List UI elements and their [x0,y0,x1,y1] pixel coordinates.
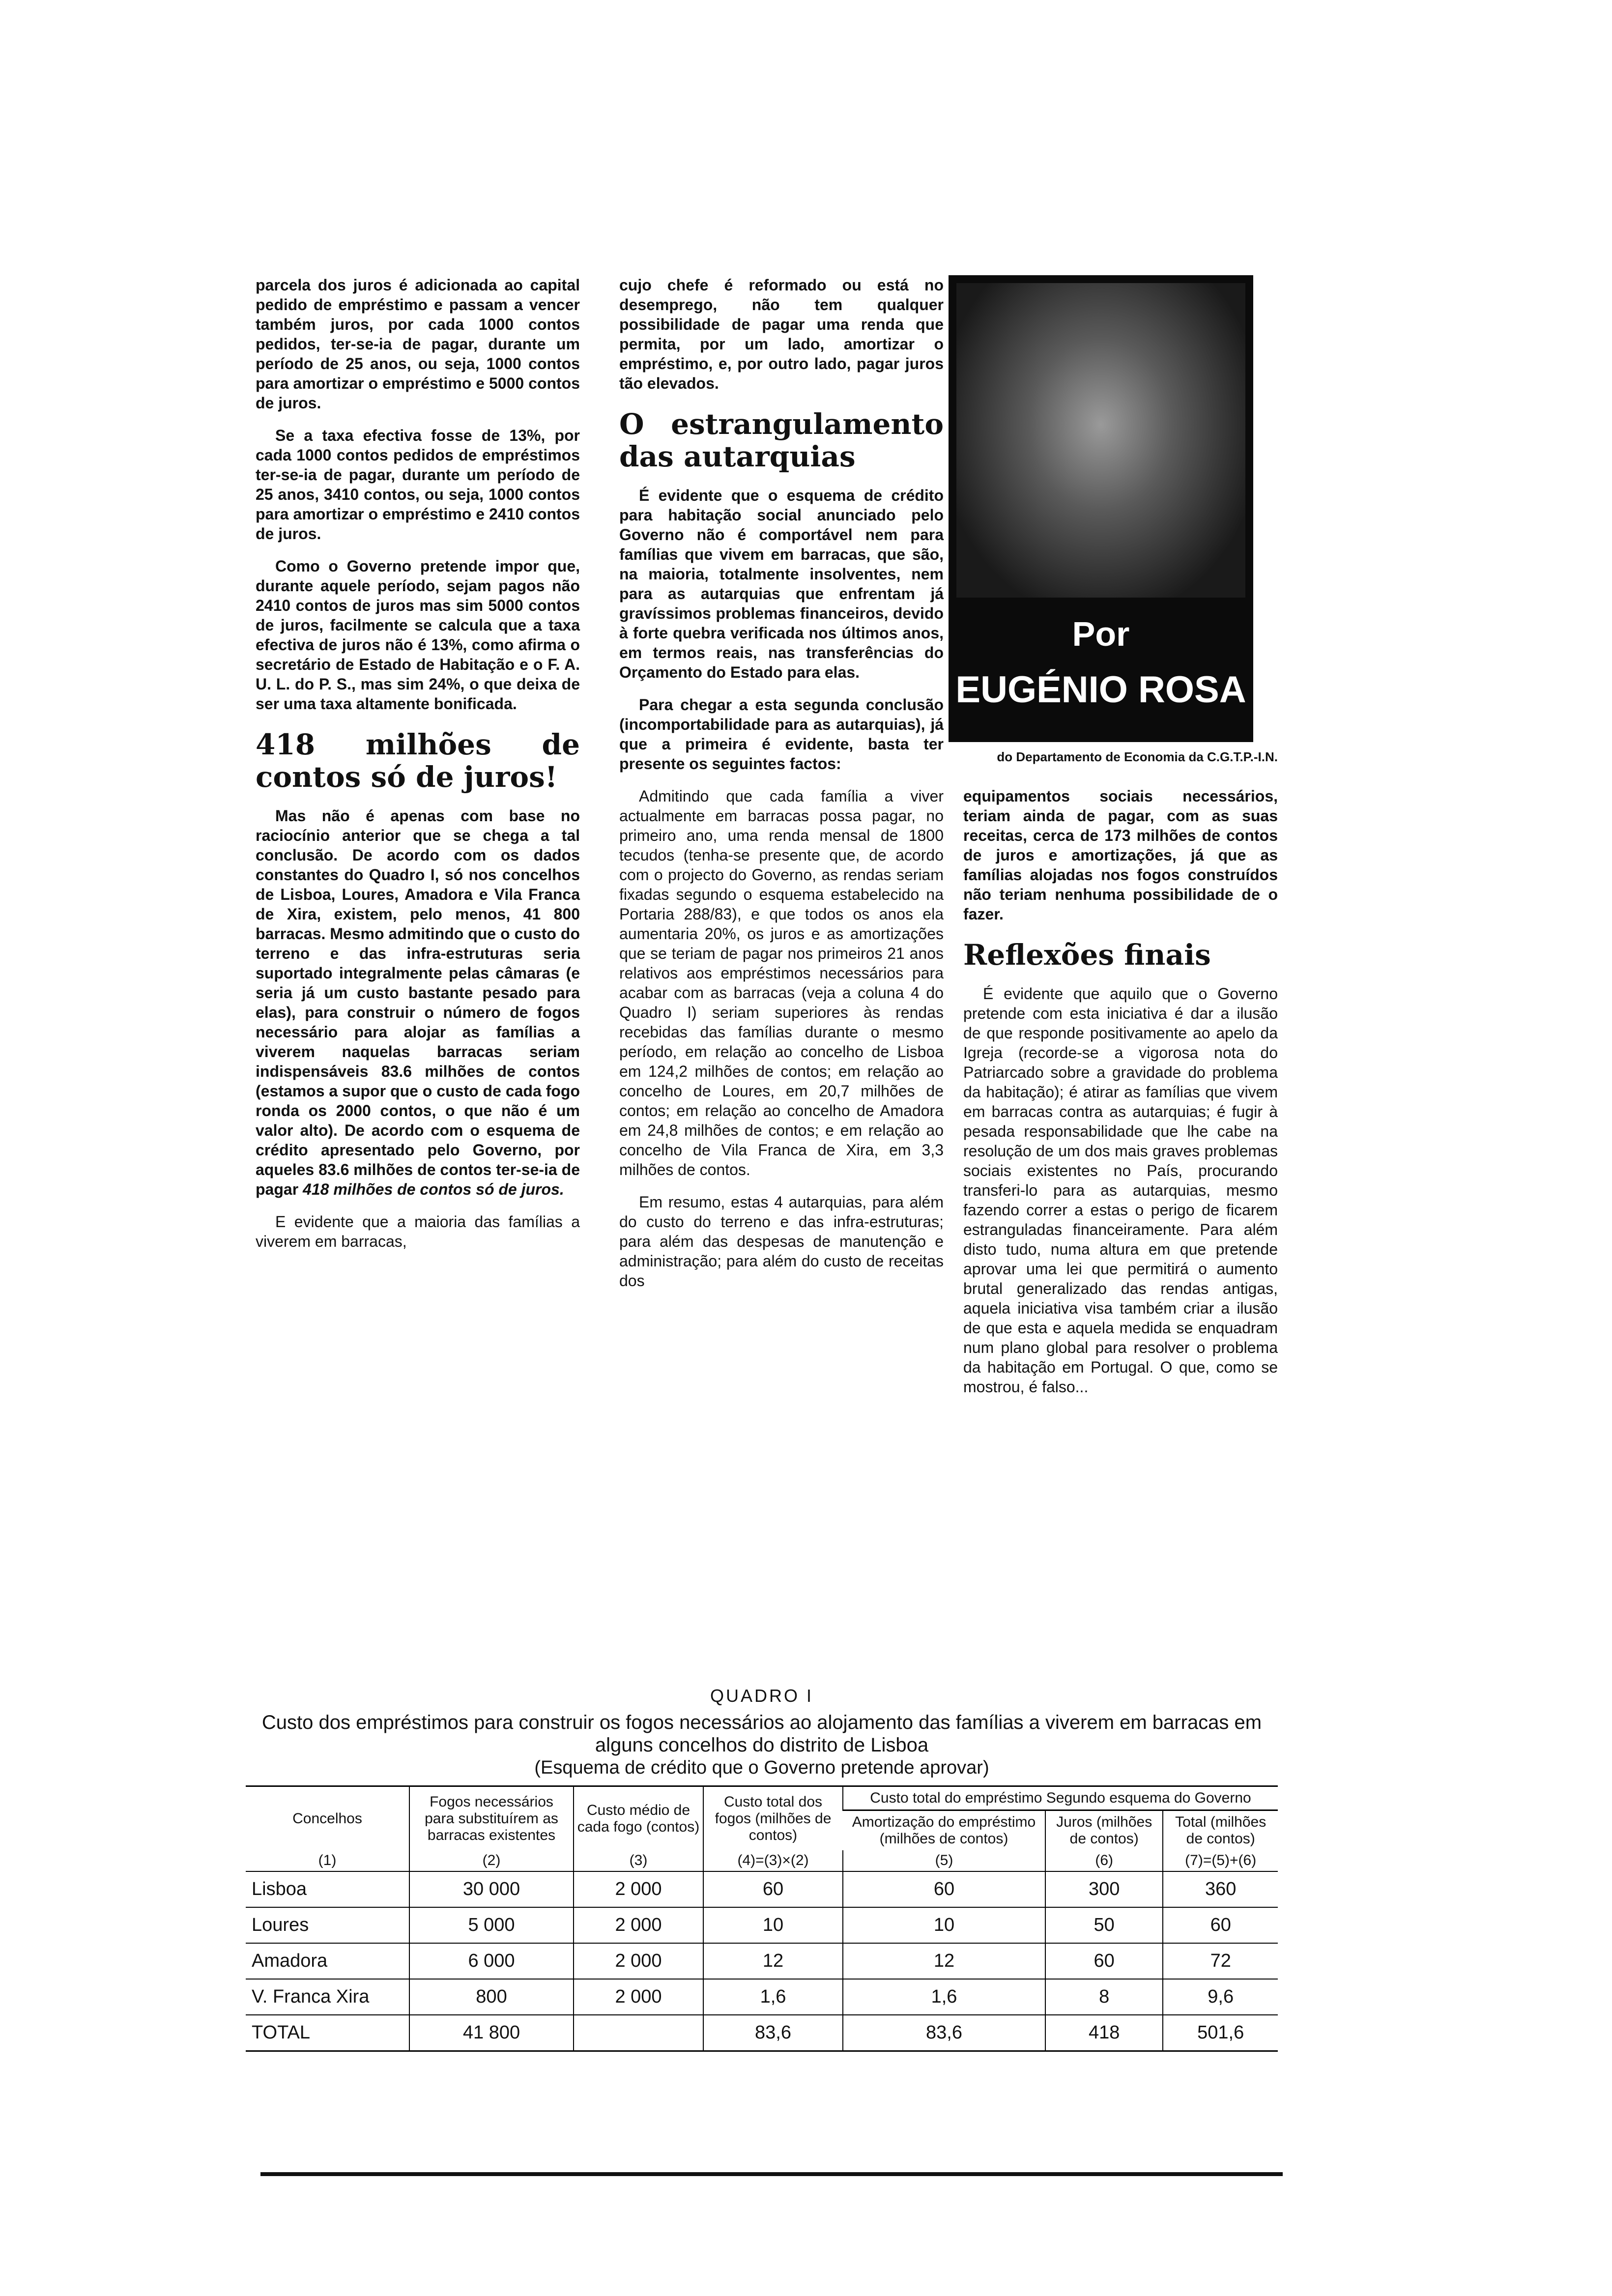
column-number: (2) [409,1850,574,1871]
table-cell: 10 [843,1907,1045,1943]
table-row-total [246,2015,1278,2051]
paragraph: É evidente que aquilo que o Governo pretende com esta iniciativa é dar a ilusão de que responde positivamente ao apelo da Igreja (recorde-se a vigorosa nota do Patriarcado sobre a gravidade do problema da habitação); é atirar as famílias que vivem em barracas contra as autarquias; é fugir à pesada responsabilidade que lhe cabe na resolução de um dos mais graves problemas sociais existentes no País, procurando transferi-lo para as autarquias, mesmo fazendo correr a estas o perigo de ficarem estranguladas financeiramente. Para além disto tudo, numa altura em que pretende aprovar uma lei que permitirá o aumento brutal generalizado das rendas antigas, aquela iniciativa visa também criar a ilusão de que esta e aquela medida se enquadram num plano global para resolver o problema da habitação em Portugal. O que, como se mostrou, é falso... [963,985,1278,1396]
paragraph: Se a taxa efectiva fosse de 13%, por cada 1000 contos pedidos de empréstimos ter-se-ia de pagar, durante um período de 25 anos, 3410 contos, ou seja, 1000 contos para amortizar o empréstimo e 2410 contos de juros. [256,427,580,543]
table-cell: 60 [1163,1907,1278,1943]
section-heading: O estrangulamento das autarquias [619,407,944,473]
table-cell: 300 [1045,1871,1163,1907]
table-cell: 30 000 [409,1871,574,1907]
article-column-1 [256,275,580,1264]
table-cell [574,2015,703,2051]
paragraph: Admitindo que cada família a viver actualmente em barracas possa pagar, no primeiro ano, uma renda mensal de 1800 tecudos (tenha-se presente que, de acordo com o projecto do Governo, as rendas seriam fixadas segundo o esquema estabelecido na Portaria 288/83), e que todos os anos ela aumentaria 20%, os juros e as amortizações que se teriam de pagar nos primeiros 21 anos relativos aos empréstimos necessários para acabar com as barracas (veja a coluna 4 do Quadro I) seriam superiores às rendas recebidas das famílias durante o mesmo período, em relação ao concelho de Lisboa em 124,2 milhões de contos; em relação ao concelho de Loures, em 20,7 milhões de contos; em relação ao concelho de Amadora em 24,8 milhões de contos; e em relação ao concelho de Vila Franca de Xira, em 3,3 milhões de contos. [619,787,944,1178]
table-cell: 60 [1045,1943,1163,1979]
paragraph: É evidente que o esquema de crédito para habitação social anunciado pelo Governo não é comportável nem para famílias que vivem em barracas, que são, na maioria, totalmente insolventes, nem para as autarquias que enfrentam já gravíssimos problemas financeiros, devido à forte quebra verificada nos últimos anos, em termos reais, nas transferências do Orçamento do Estado para elas. [619,487,944,681]
table-cell: 501,6 [1163,2015,1278,2051]
article-column-2 [619,275,944,1303]
paragraph: E evidente que a maioria das famílias a viverem em barracas, [256,1213,580,1250]
table-cell: 9,6 [1163,1979,1278,2015]
table-cell: Lisboa [246,1871,409,1907]
column-number: (7)=(5)+(6) [1163,1850,1278,1871]
table-cell: 2 000 [574,1979,703,2015]
table-cell: 10 [703,1907,843,1943]
table-cell: 72 [1163,1943,1278,1979]
author-by: Por [1072,615,1130,653]
column-header: Custo total dos fogos (milhões de contos) [703,1786,843,1851]
column-header: Amortização do empréstimo (milhões de contos) [843,1810,1045,1851]
table-cell: 2 000 [574,1871,703,1907]
column-number: (6) [1045,1850,1163,1871]
author-photo [956,283,1245,598]
table-cell: Loures [246,1907,409,1943]
column-header: Concelhos [246,1786,409,1851]
table-cell: 2 000 [574,1907,703,1943]
data-table [246,1785,1278,2052]
column-header: Custo médio de cada fogo (contos) [574,1786,703,1851]
paragraph: parcela dos juros é adicionada ao capital pedido de empréstimo e passam a vencer também juros, por cada 1000 contos pedidos, ter-se-ia de pagar, durante um período de 25 anos, ou seja, 1000 contos para amortizar o empréstimo e 5000 contos de juros. [256,276,580,412]
section-heading: Reflexões finais [963,938,1211,972]
table-cell: 41 800 [409,2015,574,2051]
column-number: (5) [843,1850,1045,1871]
column-number: (1) [318,1852,337,1868]
table-cell: 60 [703,1871,843,1907]
paragraph: equipamentos sociais necessários, teriam ainda de pagar, com as suas receitas, cerca de 173 milhões de contos de juros e amortizações, já que as famílias alojadas nos fogos construídos não teriam nenhuma possibilidade de o fazer. [963,787,1278,923]
table-cell: 2 000 [574,1943,703,1979]
table-cell: 8 [1045,1979,1163,2015]
table-subtitle: (Esquema de crédito que o Governo pretende aprovar) [534,1757,989,1778]
table-cell: TOTAL [246,2015,409,2051]
paragraph: Como o Governo pretende impor que, durante aquele período, sejam pagos não 2410 contos de juros mas sim 5000 contos de juros, facilmente se calcula que a taxa efectiva de juros não é 13%, como afirma o secretário de Estado de Habitação e o F. A. U. L. do P. S., mas sim 24%, o que deixa de ser uma taxa altamente bonificada. [256,557,580,713]
paragraph-text: Mas não é apenas com base no raciocínio anterior que se chega a tal conclusão. De acordo com os dados constantes do Quadro I, só nos concelhos de Lisboa, Loures, Amadora e Vila Franca de Xira, existem, pelo menos, 41 800 barracas. Mesmo admitindo que o custo do terreno e das infra-estruturas seria suportado integralmente pelas câmaras (e seria já um custo bastante pesado para elas), para construir o número de fogos necessário para alojar as famílias a viverem naquelas barracas seriam indispensáveis 83.6 milhões de contos (estamos a supor que o custo de cada fogo ronda os 2000 contos, o que não é um valor alto). De acordo com o esquema de crédito apresentado pelo Governo, por aqueles 83.6 milhões de contos ter-se-ia de pagar [256,807,580,1198]
table-cell: 12 [703,1943,843,1979]
table-cell: Amadora [246,1943,409,1979]
bottom-rule [260,2172,1283,2176]
table-cell: 83,6 [703,2015,843,2051]
table-cell: 5 000 [409,1907,574,1943]
table-cell: 83,6 [843,2015,1045,2051]
table-row [246,1871,1278,1907]
table-cell: 60 [843,1871,1045,1907]
table-cell: 1,6 [703,1979,843,2015]
table-row [246,1943,1278,1979]
table-cell: V. Franca Xira [246,1979,409,2015]
paragraph [256,806,580,1199]
section-heading: 418 milhões de contos só de juros! [256,728,580,794]
author-affiliation: do Departamento de Economia da C.G.T.P.-I.N. [997,749,1278,764]
column-number: (4)=(3)×(2) [703,1850,843,1871]
group-header: Custo total do empréstimo Segundo esquema do Governo [843,1786,1278,1810]
table-cell: 418 [1045,2015,1163,2051]
paragraph: cujo chefe é reformado ou está no desemprego, não tem qualquer possibilidade de pagar uma renda que permita, por um lado, amortizar o empréstimo, e, por outro lado, pagar juros tão elevados. [619,276,944,392]
table-cell: 1,6 [843,1979,1045,2015]
table-cell: 800 [409,1979,574,2015]
article-column-3 [963,786,1278,1409]
table-label: QUADRO I [710,1686,813,1706]
table-row [246,1979,1278,2015]
column-number: (3) [574,1850,703,1871]
table-cell: 6 000 [409,1943,574,1979]
table-section [246,1686,1278,2052]
column-header: Fogos necessários para substituírem as barracas existentes [409,1786,574,1851]
column-header: Total (milhões de contos) [1163,1810,1278,1851]
paragraph: Para chegar a esta segunda conclusão (incomportabilidade para as autarquias), já que a primeira é evidente, basta ter presente os seguintes factos: [619,696,944,773]
author-name: EUGÉNIO ROSA [955,669,1246,711]
table-title: Custo dos empréstimos para construir os fogos necessários ao alojamento das famílias a viverem em barracas em alguns concelhos do distrito de Lisboa [261,1712,1262,1756]
table-cell: 12 [843,1943,1045,1979]
column-header: Juros (milhões de contos) [1045,1810,1163,1851]
paragraph: Em resumo, estas 4 autarquias, para além do custo do terreno e das infra-estruturas; para além das despesas de manutenção e administração; para além do custo de receitas dos [619,1193,944,1290]
table-row [246,1907,1278,1943]
emphasis-text: 418 milhões de contos só de juros. [303,1180,564,1198]
table-cell: 360 [1163,1871,1278,1907]
table-cell: 50 [1045,1907,1163,1943]
author-box [949,275,1253,742]
